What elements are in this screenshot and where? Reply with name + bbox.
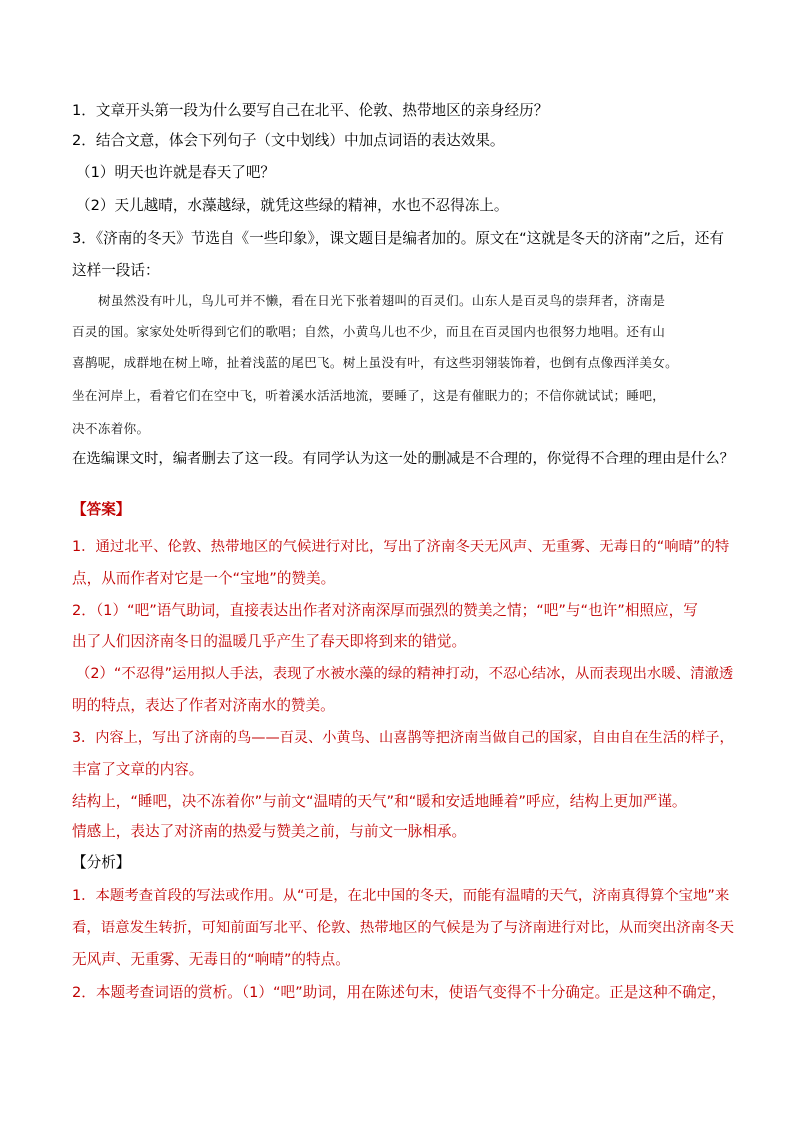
answer-1-line-1: 1．通过北平、伦敦、热带地区的气候进行对比，写出了济南冬天无风声、无重雾、无毒日的“响晴”的特 — [72, 539, 730, 555]
question-2-item-1: （1）明天也许就是春天了吧？ — [76, 164, 276, 181]
analysis-1-line-1: 1．本题考查首段的写法或作用。从“可是，在北中国的冬天，而能有温晴的天气，济南真得算个宝地”来 — [72, 888, 730, 904]
answer-2-line-2: 出了人们因济南冬日的温暖几乎产生了春天即将到来的错觉。 — [72, 633, 467, 650]
question-1: 1．文章开头第一段为什么要写自己在北平、伦敦、热带地区的亲身经历？ — [72, 102, 549, 119]
question-2-item-2: （2）天儿越晴，水藻越绿，就凭这些绿的精神，水也不忍得冻上。 — [76, 197, 509, 214]
answer-3-line-3: 结构上，“睡吧，决不冻着你”与前文“温晴的天气”和“暖和安适地睡着”呼应，结构上更加严谨。 — [72, 793, 687, 810]
answer-3-line-1: 3．内容上，写出了济南的鸟——百灵、小黄鸟、山喜鹊等把济南当做自己的国家，自由自在生活的样子， — [72, 730, 734, 746]
answer-1-line-2: 点，从而作者对它是一个“宝地”的赞美。 — [72, 570, 336, 587]
answer-3-line-4: 情感上，表达了对济南的热爱与赞美之前，与前文一脉相承。 — [72, 823, 467, 840]
question-3-ask: 在选编课文时，编者删去了这一段。有同学认为这一处的删减是不合理的，你觉得不合理的理由是什么？ — [72, 451, 734, 467]
question-3-line-1: 3．《济南的冬天》节选自《一些印象》，课文题目是编者加的。原文在“这就是冬天的济南”之后，还有 — [72, 230, 724, 247]
passage-line-4: 坐在河岸上，看着它们在空中飞，听着溪水活活地流，要睡了，这是有催眠力的；不信你就试试；睡吧， — [72, 388, 666, 403]
analysis-heading: 【分析】 — [72, 854, 131, 871]
answer-3-line-2: 丰富了文章的内容。 — [72, 761, 204, 778]
answer-2b-line-1: （2）“不忍得”运用拟人手法，表现了水被水藻的绿的精神打动，不忍心结冰，从而表现出水暖、清澈透 — [76, 666, 734, 682]
question-2: 2．结合文意，体会下列句子（文中划线）中加点词语的表达效果。 — [72, 132, 505, 149]
analysis-1-line-2: 看，语意发生转折，可知前面写北平、伦敦、热带地区的气候是为了与济南进行对比，从而突出济南冬天 — [72, 920, 734, 936]
analysis-2-line-1: 2．本题考查词语的赏析。（1）“吧”助词，用在陈述句末，使语气变得不十分确定。正是这种不确定， — [72, 984, 726, 1001]
question-3-line-2: 这样一段话： — [72, 262, 160, 279]
answer-heading: 【答案】 — [72, 501, 131, 518]
passage-line-1: 树虽然没有叶儿，鸟儿可并不懒，看在日光下张着翅叫的百灵们。山东人是百灵鸟的崇拜者，济南是 — [98, 293, 666, 308]
answer-2b-line-2: 明的特点，表达了作者对济南水的赞美。 — [72, 697, 335, 714]
passage-line-5: 决不冻着你。 — [72, 421, 150, 436]
analysis-1-line-3: 无风声、无重雾、无毒日的“响晴”的特点。 — [72, 951, 350, 968]
passage-line-2: 百灵的国。家家处处听得到它们的歌唱；自然，小黄鸟儿也不少，而且在百灵国内也很努力地唱。还有山 — [72, 324, 666, 339]
answer-2-line-1: 2．（1）“吧”语气助词，直接表达出作者对济南深厚而强烈的赞美之情；“吧”与“也许”相照应，写 — [72, 602, 698, 619]
passage-line-3: 喜鹊呢，成群地在树上啼，扯着浅蓝的尾巴飞。树上虽没有叶，有这些羽翎装饰着，也倒有点像西洋美女。 — [72, 355, 679, 370]
